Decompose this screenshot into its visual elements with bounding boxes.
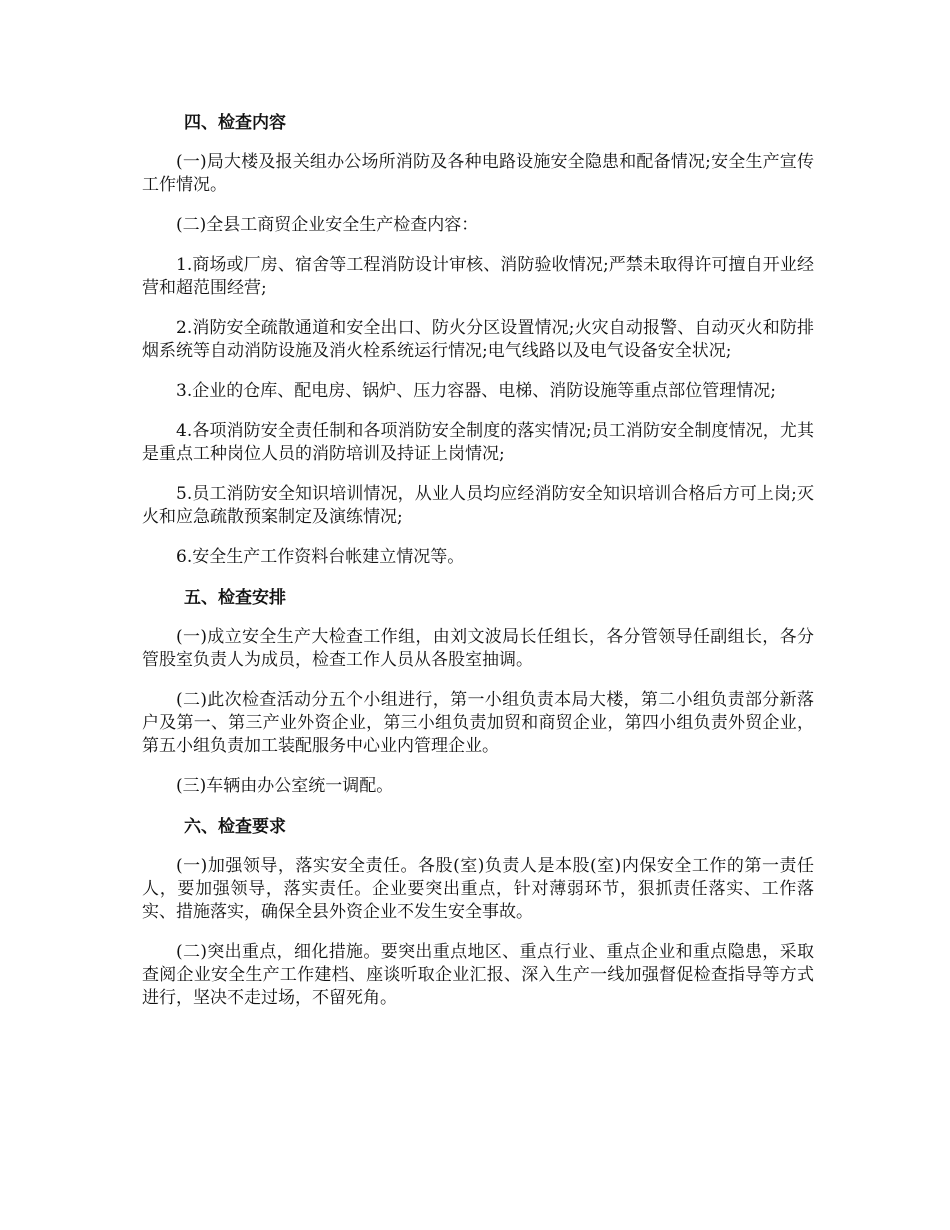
section-heading: 六、检查要求	[184, 817, 286, 837]
paragraph: (一)成立安全生产大检查工作组，由刘文波局长任组长，各分管领导任副组长，各分管股室负责人为成员，检查工作人员从各股室抽调。	[142, 627, 814, 670]
document-page	[142, 111, 814, 1027]
paragraph: 1.商场或厂房、宿舍等工程消防设计审核、消防验收情况;严禁未取得许可擅自开业经营和超范围经营;	[142, 255, 814, 298]
section-heading: 四、检查内容	[184, 113, 286, 133]
paragraph: 2.消防安全疏散通道和安全出口、防火分区设置情况;火灾自动报警、自动灭火和防排烟系统等自动消防设施及消火栓系统运行情况;电气线路以及电气设备安全状况;	[142, 318, 814, 361]
section-inspection-content	[142, 111, 814, 569]
paragraph: (一)局大楼及报关组办公场所消防及各种电路设施安全隐患和配备情况;安全生产宣传工作情况。	[142, 152, 814, 195]
paragraph: 4.各项消防安全责任制和各项消防安全制度的落实情况;员工消防安全制度情况，尤其是重点工种岗位人员的消防培训及持证上岗情况;	[142, 421, 814, 464]
paragraph: (二)此次检查活动分五个小组进行，第一小组负责本局大楼，第二小组负责部分新落户及第一、第三产业外资企业，第三小组负责加贸和商贸企业，第四小组负责外贸企业，第五小组负责加工装配服务中心业内管理企业。	[142, 690, 814, 756]
paragraph: (二)全县工商贸企业安全生产检查内容：	[176, 215, 479, 235]
section-inspection-requirements	[142, 815, 814, 1010]
paragraph: (二)突出重点，细化措施。要突出重点地区、重点行业、重点企业和重点隐患，采取查阅企业安全生产工作建档、座谈听取企业汇报、深入生产一线加强督促检查指导等方式进行，坚决不走过场，不留死角。	[142, 942, 814, 1008]
section-inspection-arrangement	[142, 586, 814, 798]
paragraph: (一)加强领导，落实安全责任。各股(室)负责人是本股(室)内保安全工作的第一责任人，要加强领导，落实责任。企业要突出重点，针对薄弱环节，狠抓责任落实、工作落实、措施落实，确保全县外资企业不发生安全事故。	[142, 856, 814, 922]
paragraph: 3.企业的仓库、配电房、锅炉、压力容器、电梯、消防设施等重点部位管理情况;	[176, 381, 776, 401]
section-heading: 五、检查安排	[184, 588, 286, 608]
paragraph: (三)车辆由办公室统一调配。	[176, 776, 394, 796]
paragraph: 6.安全生产工作资料台帐建立情况等。	[176, 547, 465, 567]
paragraph: 5.员工消防安全知识培训情况，从业人员均应经消防安全知识培训合格后方可上岗;灭火和应急疏散预案制定及演练情况;	[142, 484, 814, 527]
